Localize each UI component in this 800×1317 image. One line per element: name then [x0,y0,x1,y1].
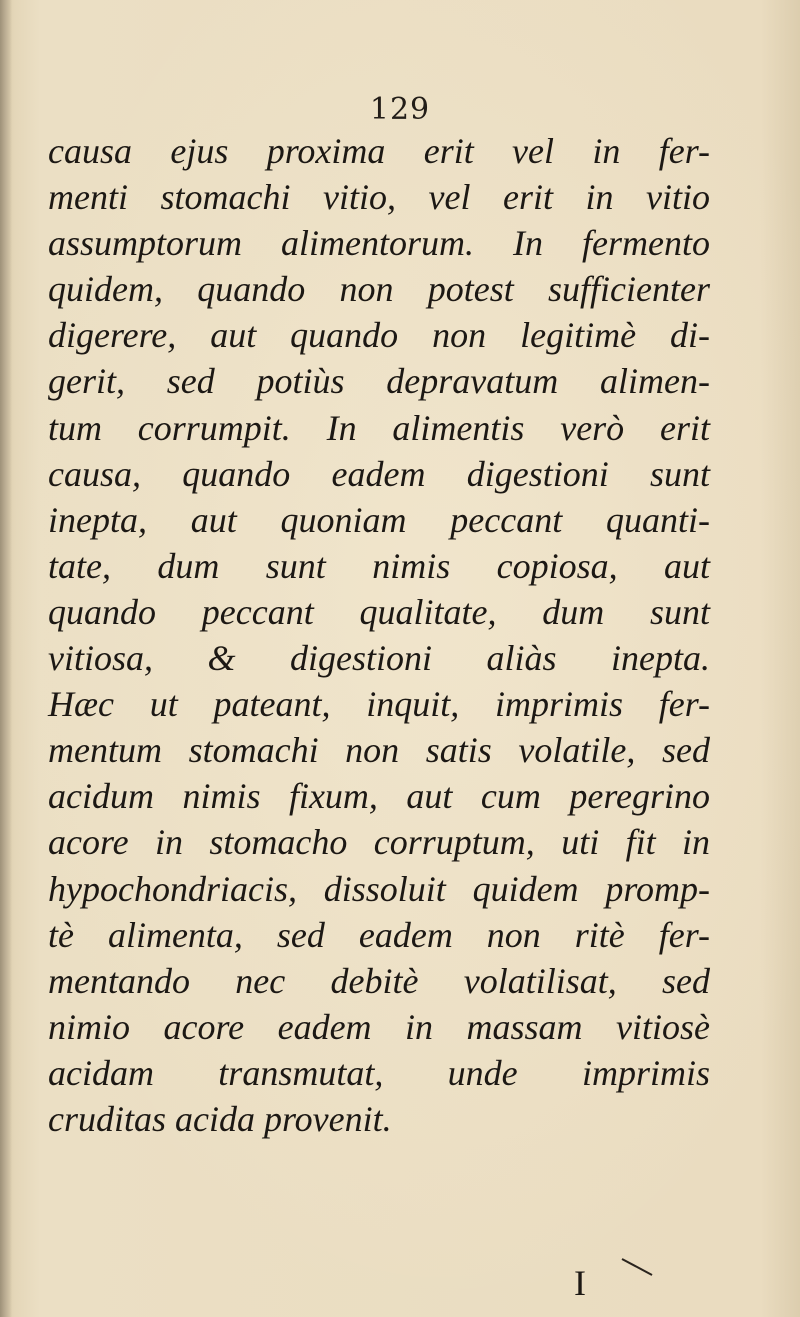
text-line: assumptorum alimentorum. In fermento [48,223,710,264]
text-line: gerit, sed potiùs depravatum alimen- [48,361,710,402]
text-line: mentum stomachi non satis volatile, sed [48,730,710,771]
text-line: menti stomachi vitio, vel erit in vitio [48,177,710,218]
text-line: acidum nimis fixum, aut cum peregrino [48,776,710,817]
text-line: quando peccant qualitate, dum sunt [48,591,710,632]
text-line: acidam transmutat, unde imprimis [48,1052,710,1093]
text-line: nimio acore eadem in massam vitiosè [48,1006,710,1047]
text-line-last: cruditas acida provenit. [48,1098,392,1139]
text-line: digerere, aut quando non legitimè di- [48,315,710,356]
ink-stroke [622,1258,653,1276]
page-binding-edge [0,0,12,1317]
body-text [48,128,710,1142]
page-number: 129 [369,92,431,127]
text-line: quidem, quando non potest sufficienter [48,269,710,310]
signature-mark: I [574,1263,586,1303]
text-line: acore in stomacho corruptum, uti fit in [48,822,710,863]
text-line: tum corrumpit. In alimentis verò erit [48,407,710,448]
text-line: inepta, aut quoniam peccant quanti- [48,499,710,540]
text-line: tate, dum sunt nimis copiosa, aut [48,545,710,586]
text-line: vitiosa, & digestioni aliàs inepta. [48,638,710,679]
text-line: hypochondriacis, dissoluit quidem promp- [48,868,710,909]
text-line: mentando nec debitè volatilisat, sed [48,960,710,1001]
text-line: causa, quando eadem digestioni sunt [48,453,710,494]
text-line: tè alimenta, sed eadem non ritè fer- [48,914,710,955]
text-line: Hæc ut pateant, inquit, imprimis fer- [48,684,710,725]
text-line: causa ejus proxima erit vel in fer- [48,131,710,171]
